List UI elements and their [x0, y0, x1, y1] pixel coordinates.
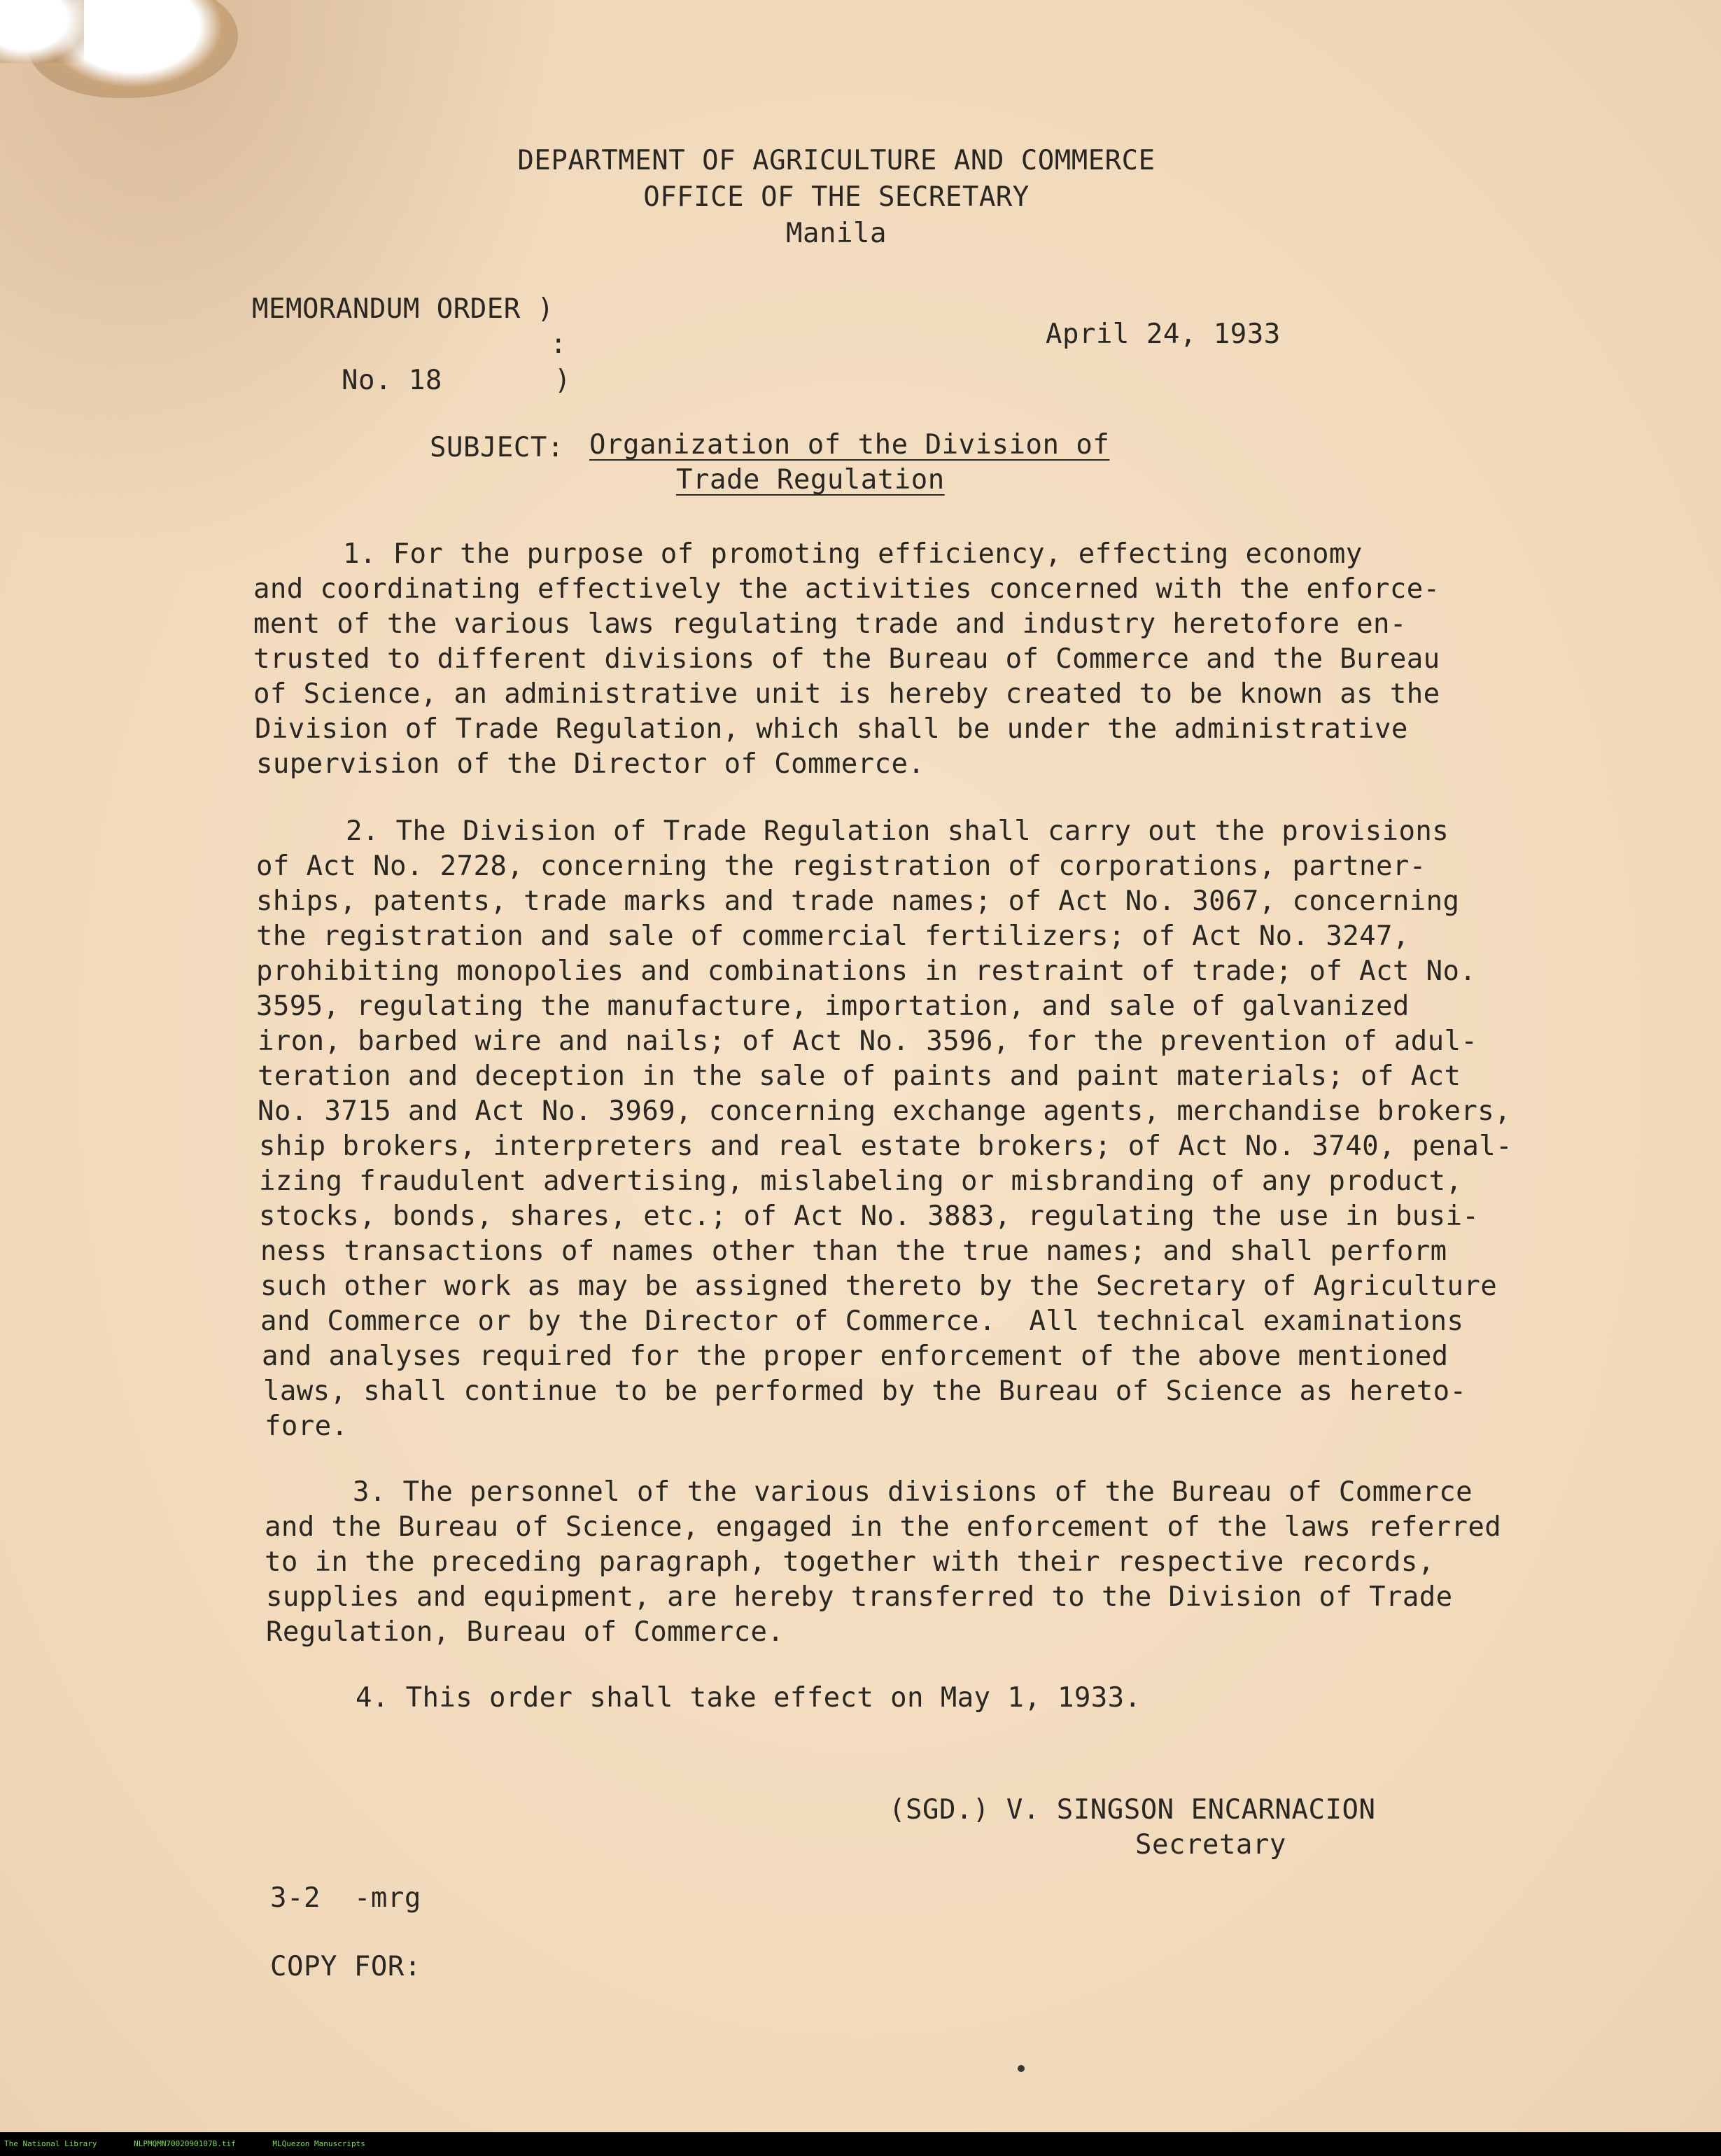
paragraph-1-line: of Science, an administrative unit is hereby created to be known as the [253, 678, 1440, 710]
archive-footer-bar [0, 2132, 1721, 2156]
paragraph-1-line: 1. For the purpose of promoting efficiency, effecting economy [343, 538, 1363, 570]
subject-label: SUBJECT: [430, 432, 564, 463]
paragraph-2-line: fore. [265, 1410, 349, 1442]
paragraph-1-line: Division of Trade Regulation, which shall be under the administrative [255, 713, 1408, 745]
paragraph-2-line: No. 3715 and Act No. 3969, concerning exchange agents, merchandise brokers, [258, 1096, 1511, 1127]
paragraph-2-line: izing fraudulent advertising, mislabeling or misbranding of any product, [259, 1166, 1463, 1197]
paragraph-2-line: stocks, bonds, shares, etc.; of Act No. 3883, regulating the use in busi- [259, 1200, 1480, 1232]
paragraph-1-line: supervision of the Director of Commerce. [256, 748, 925, 780]
paragraph-2-line: of Act No. 2728, concerning the registration of corporations, partner- [256, 850, 1426, 882]
signature-name: (SGD.) V. SINGSON ENCARNACION [889, 1794, 1376, 1826]
signature-title: Secretary [1135, 1829, 1286, 1861]
memo-order-label: MEMORANDUM ORDER ) [252, 293, 554, 325]
paragraph-3-line: to in the preceding paragraph, together with their respective records, [265, 1546, 1435, 1578]
paragraph-2-line: ships, patents, trade marks and trade names; of Act No. 3067, concerning [256, 886, 1460, 917]
memo-date: April 24, 1933 [1046, 318, 1281, 350]
paragraph-2-line: the registration and sale of commercial fertilizers; of Act No. 3247, [256, 920, 1410, 952]
header-city: Manila [786, 218, 887, 249]
typist-initials: 3-2 -mrg [270, 1882, 421, 1914]
paragraph-2-line: teration and deception in the sale of paints and paint materials; of Act [258, 1060, 1461, 1092]
corner-stain [0, 0, 84, 63]
paragraph-1-line: ment of the various laws regulating trade and industry heretofore en- [253, 608, 1407, 640]
paragraph-2-line: iron, barbed wire and nails; of Act No. 3596, for the prevention of adul- [258, 1026, 1478, 1057]
paragraph-2-line: ness transactions of names other than the true names; and shall perform [260, 1236, 1447, 1267]
paragraph-2-line: and Commerce or by the Director of Commerce. All technical examinations [260, 1306, 1464, 1337]
paragraph-3-line: Regulation, Bureau of Commerce. [266, 1616, 785, 1648]
paragraph-1-line: and coordinating effectively the activities concerned with the enforce- [253, 573, 1440, 605]
footer-library: The National Library [4, 2139, 97, 2148]
memo-colon: : [550, 328, 567, 360]
ink-speck [1018, 2065, 1025, 2072]
subject-line-2: Trade Regulation [676, 464, 945, 496]
paragraph-4-line: 4. This order shall take effect on May 1, 1933. [356, 1682, 1142, 1714]
header-department: DEPARTMENT OF AGRICULTURE AND COMMERCE [517, 145, 1155, 176]
footer-collection: MLQuezon Manuscripts [272, 2139, 365, 2148]
paragraph-2-line: prohibiting monopolies and combinations in restraint of trade; of Act No. [256, 955, 1477, 987]
paragraph-2-line: and analyses required for the proper enforcement of the above mentioned [262, 1340, 1449, 1372]
footer-file: NLPMQMN7002090107B.tif [134, 2139, 236, 2148]
paragraph-2-line: laws, shall continue to be performed by the Bureau of Science as hereto- [263, 1376, 1467, 1407]
paragraph-3-line: 3. The personnel of the various divisions of the Bureau of Commerce [353, 1476, 1473, 1508]
memo-number: No. 18 [342, 365, 442, 396]
subject-line-1: Organization of the Division of [589, 429, 1110, 461]
paragraph-1-line: trusted to different divisions of the Bureau of Commerce and the Bureau [253, 643, 1440, 675]
paragraph-3-line: supplies and equipment, are hereby transferred to the Division of Trade [266, 1581, 1453, 1613]
copy-for-label: COPY FOR: [270, 1951, 421, 1982]
paragraph-2-line: such other work as may be assigned thereto by the Secretary of Agriculture [260, 1270, 1498, 1302]
paragraph-2-line: ship brokers, interpreters and real estate brokers; of Act No. 3740, penal- [259, 1130, 1512, 1162]
paragraph-2-line: 2. The Division of Trade Regulation shall carry out the provisions [346, 816, 1449, 847]
header-office: OFFICE OF THE SECRETARY [643, 181, 1030, 213]
memo-paren: ) [554, 365, 571, 396]
paragraph-2-line: 3595, regulating the manufacture, importation, and sale of galvanized [256, 990, 1410, 1022]
paragraph-3-line: and the Bureau of Science, engaged in the enforcement of the laws referred [265, 1511, 1502, 1543]
